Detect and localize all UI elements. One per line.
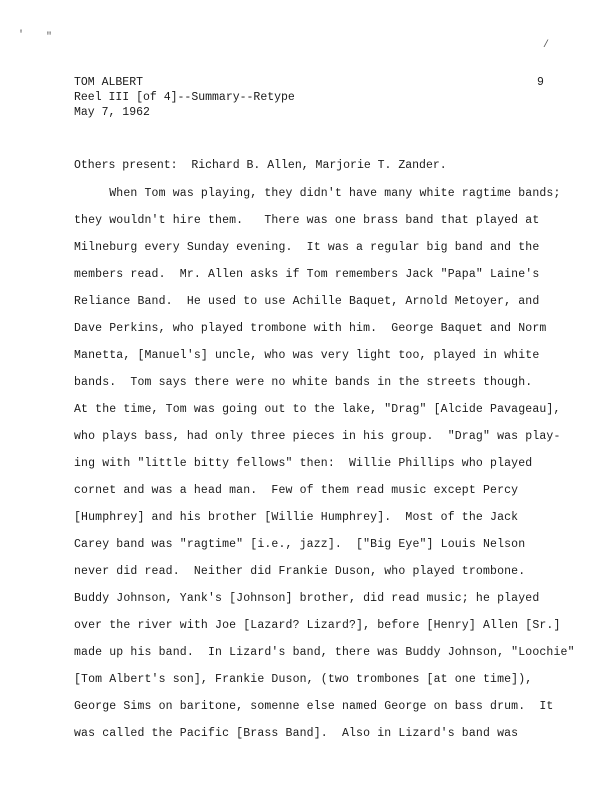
others-present: Others present: Richard B. Allen, Marjorie T. Zander. [74,159,447,172]
text-line: who plays bass, had only three pieces in his group. "Drag" was play- [74,430,561,443]
text-line: ing with "little bitty fellows" then: Willie Phillips who played [74,457,533,470]
scan-speck: / [543,40,550,51]
text-line: members read. Mr. Allen asks if Tom remembers Jack "Papa" Laine's [74,268,540,281]
text-line: Carey band was "ragtime" [i.e., jazz]. ["Big Eye"] Louis Nelson [74,538,526,551]
scan-speck: " [46,32,53,43]
text-line: Buddy Johnson, Yank's [Johnson] brother, did read music; he played [74,592,540,605]
reel-info: Reel III [of 4]--Summary--Retype [74,91,295,104]
interviewee-name: TOM ALBERT [74,76,144,89]
text-line: over the river with Joe [Lazard? Lizard?], before [Henry] Allen [Sr.] [74,619,561,632]
text-line: made up his band. In Lizard's band, there was Buddy Johnson, "Loochie" [74,646,575,659]
text-line: Manetta, [Manuel's] uncle, who was very light too, played in white [74,349,540,362]
text-line: At the time, Tom was going out to the lake, "Drag" [Alcide Pavageau], [74,403,561,416]
text-line: When Tom was playing, they didn't have many white ragtime bands; [74,187,561,200]
text-line: cornet and was a head man. Few of them read music except Percy [74,484,519,497]
text-line: they wouldn't hire them. There was one brass band that played at [74,214,540,227]
text-line: George Sims on baritone, somenne else named George on bass drum. It [74,700,554,713]
text-line: Milneburg every Sunday evening. It was a regular big band and the [74,241,540,254]
text-line: [Tom Albert's son], Frankie Duson, (two trombones [at one time]), [74,673,533,686]
text-line: never did read. Neither did Frankie Duson, who played trombone. [74,565,526,578]
text-line: Reliance Band. He used to use Achille Baquet, Arnold Metoyer, and [74,295,540,308]
text-line: Dave Perkins, who played trombone with him. George Baquet and Norm [74,322,547,335]
interview-date: May 7, 1962 [74,106,150,119]
page-number: 9 [537,76,544,89]
scan-speck: ' [18,30,25,41]
text-line: [Humphrey] and his brother [Willie Humphrey]. Most of the Jack [74,511,519,524]
text-line: bands. Tom says there were no white bands in the streets though. [74,376,533,389]
text-line: was called the Pacific [Brass Band]. Also in Lizard's band was [74,727,519,740]
